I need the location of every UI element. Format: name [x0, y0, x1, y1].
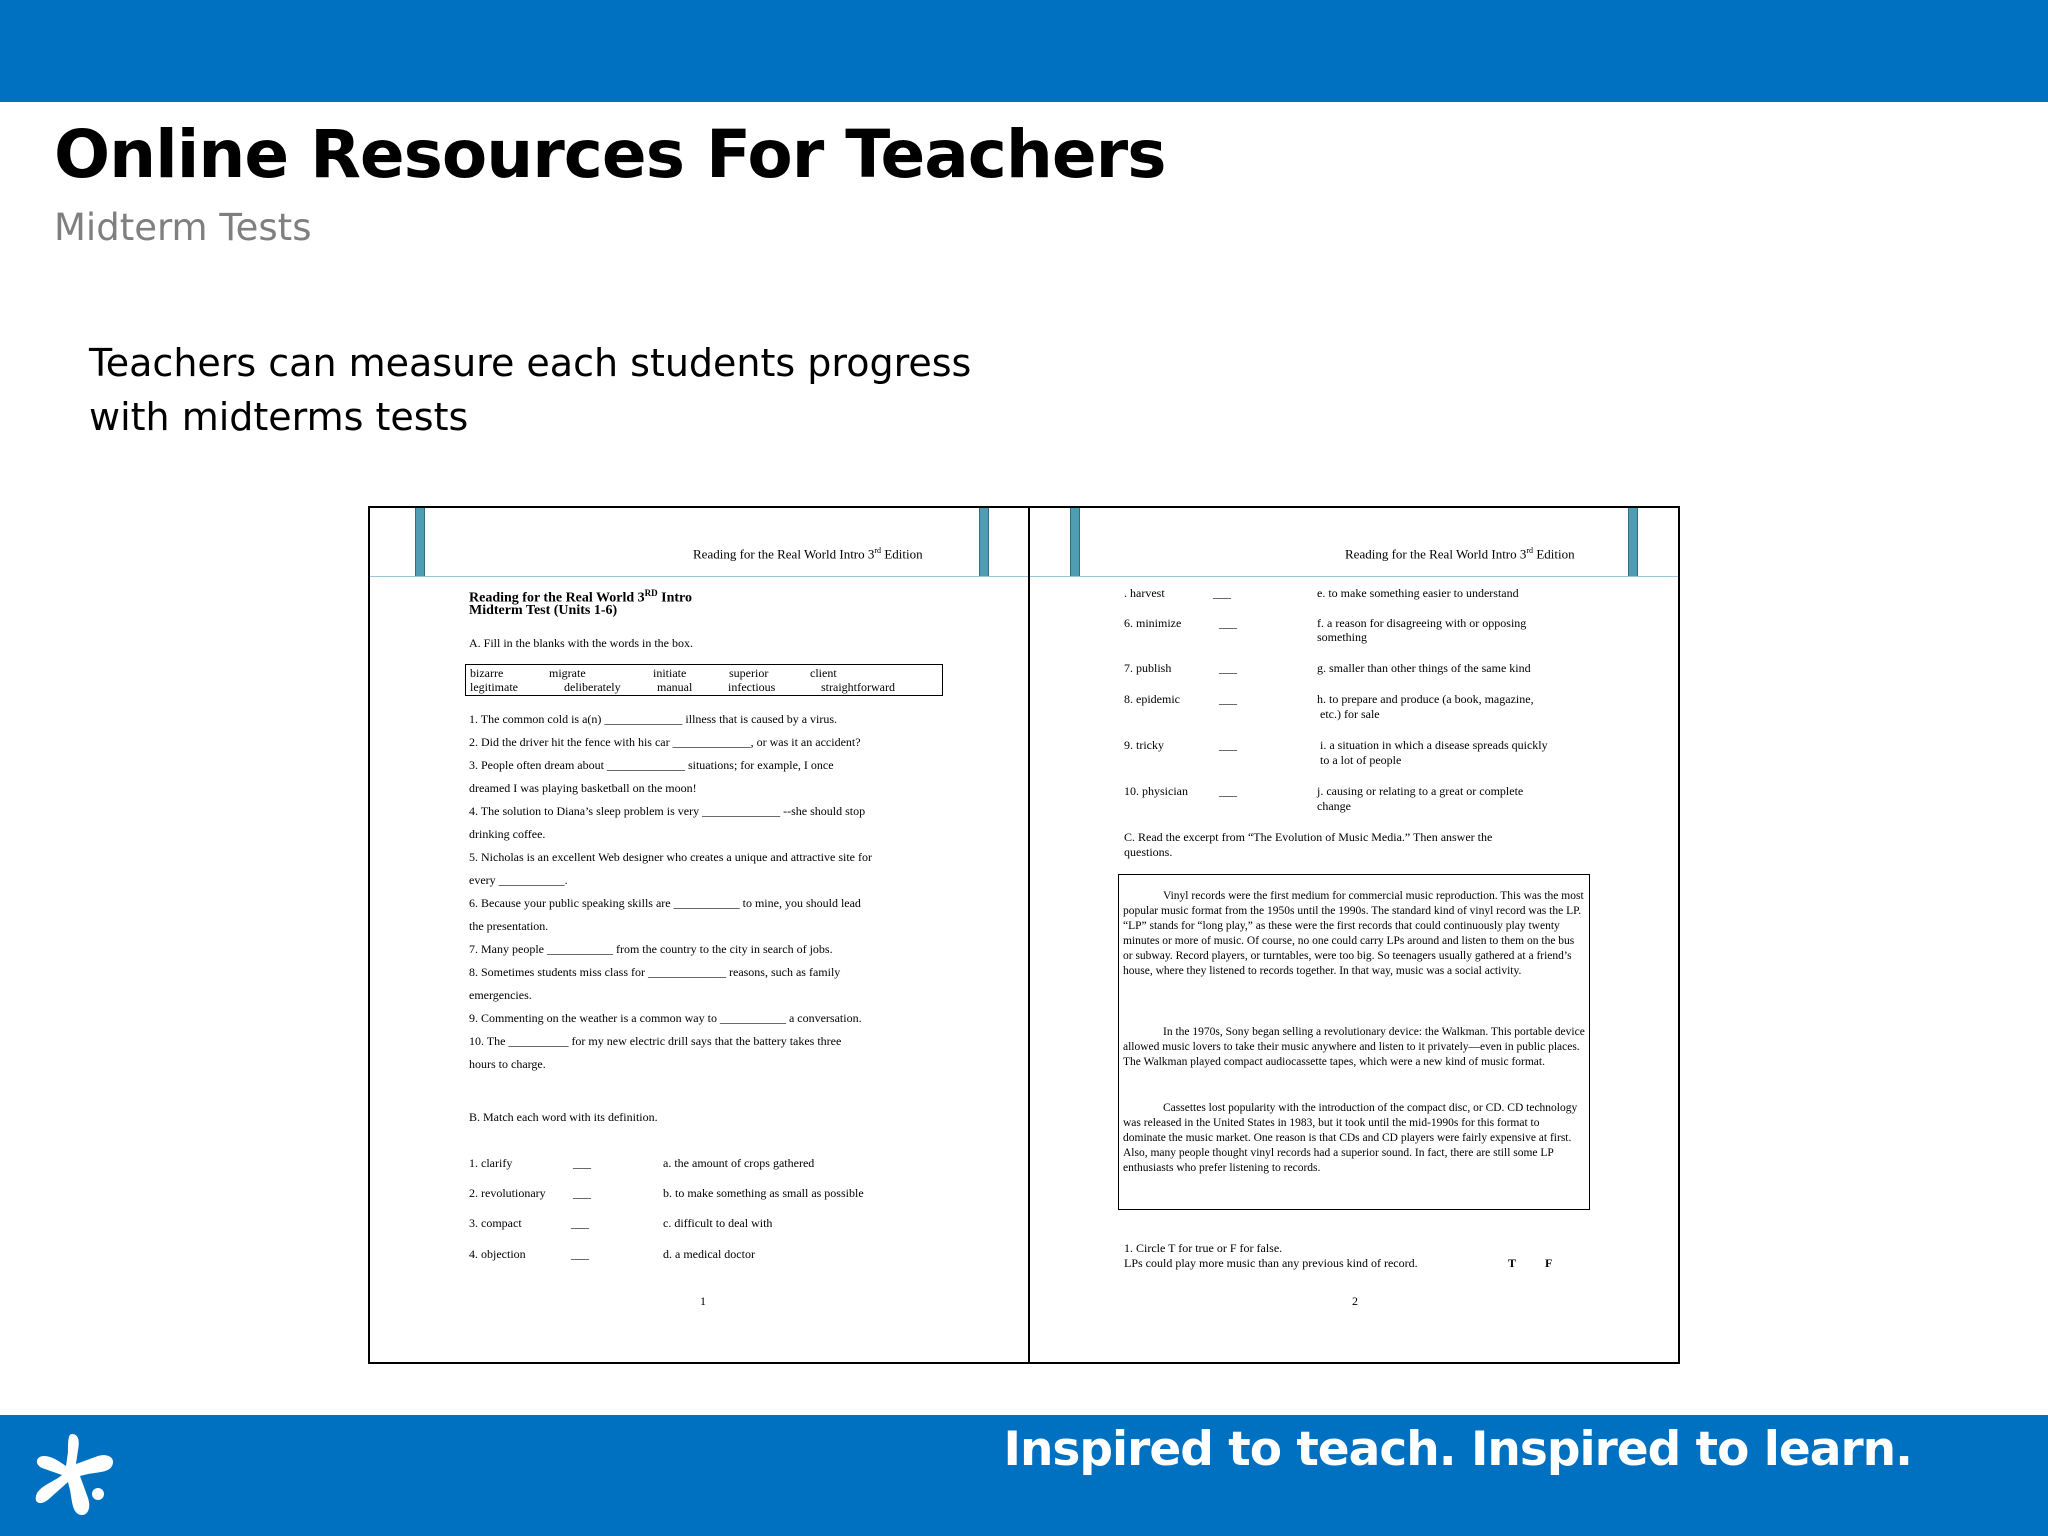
page-number: 2: [1352, 1294, 1358, 1308]
match-definition-cont: to a lot of people: [1320, 753, 1402, 767]
tagline: Inspired to teach. Inspired to learn.: [1003, 1422, 1912, 1477]
match-definition: c. difficult to deal with: [663, 1216, 773, 1230]
match-definition-cont: change: [1317, 799, 1351, 813]
excerpt-paragraph-2: In the 1970s, Sony began selling a revolutionary device: the Walkman. This portable device allowed music lovers to take their music anywhere and listen to it privately—even in public places. The Walkman played compact audiocassette tapes, which were a new kind of music format.: [1123, 1026, 1585, 1068]
match-definition: b. to make something as small as possible: [663, 1186, 864, 1200]
header-rule: [1030, 576, 1678, 577]
lead-text: [89, 336, 971, 444]
question-line: 6. Because your public speaking skills are ___________ to mine, you should lead: [469, 896, 861, 910]
question-line: 10. The __________ for my new electric drill says that the battery takes three: [469, 1034, 842, 1048]
word-manual: manual: [657, 680, 693, 694]
test-page-2: [1028, 506, 1680, 1364]
question-line: dreamed I was playing basketball on the moon!: [469, 781, 697, 795]
word-migrate: migrate: [549, 666, 586, 680]
match-word: 6. minimize: [1124, 616, 1182, 630]
match-definition: g. smaller than other things of the same kind: [1317, 661, 1531, 675]
question-line: 4. The solution to Diana’s sleep problem is very _____________ --she should stop: [469, 804, 866, 818]
question-line: every ___________.: [469, 873, 568, 887]
page-header: Reading for the Real World Intro 3rd Edition: [693, 546, 923, 562]
match-definition-cont: something: [1317, 630, 1367, 644]
match-blank: ___: [1219, 738, 1237, 752]
match-definition: a. the amount of crops gathered: [663, 1156, 815, 1170]
section-c-instructions: C. Read the excerpt from “The Evolution of Music Media.” Then answer the: [1124, 830, 1493, 844]
match-word: 4. objection: [469, 1247, 526, 1261]
true-option: T: [1508, 1256, 1517, 1270]
lead-line-1: Teachers can measure each students progress: [89, 341, 972, 385]
test-page-1: [368, 506, 1032, 1364]
question-line: hours to charge.: [469, 1057, 546, 1071]
match-blank: ___: [1219, 661, 1237, 675]
slide-subtitle: Midterm Tests: [54, 206, 312, 249]
excerpt-paragraph-3: Cassettes lost popularity with the introduction of the compact disc, or CD. CD technology was released in the United States in 1983, but it took until the mid-1990s for this format to dominate the music market. One reason is that CDs and CD players were fairly expensive at first. Also, many people thought vinyl records had a superior sound. In fact, there are still some LP enthusiasts who prefer listening to records.: [1123, 1102, 1578, 1174]
excerpt-box: [1118, 874, 1590, 1210]
match-word: 10. physician: [1124, 784, 1188, 798]
match-definition: h. to prepare and produce (a book, magazine,: [1317, 692, 1534, 706]
match-definition: d. a medical doctor: [663, 1247, 755, 1261]
match-blank: ___: [573, 1186, 591, 1200]
page-tab-left: [415, 508, 425, 576]
match-blank: ___: [573, 1156, 591, 1170]
match-blank: ___: [1219, 616, 1237, 630]
match-word: 7. publish: [1124, 661, 1172, 675]
match-definition-cont: etc.) for sale: [1320, 707, 1380, 721]
match-blank: ___: [571, 1216, 589, 1230]
false-option: F: [1545, 1256, 1553, 1270]
top-blue-band: [0, 0, 2048, 102]
match-word: 2. revolutionary: [469, 1186, 546, 1200]
question-line: 3. People often dream about _____________ situations; for example, I once: [469, 758, 834, 772]
match-definition: i. a situation in which a disease spreads quickly: [1320, 738, 1548, 752]
lead-line-2: with midterms tests: [89, 395, 469, 439]
match-word: 9. tricky: [1124, 738, 1164, 752]
match-word: 8. epidemic: [1124, 692, 1180, 706]
header-rule: [370, 576, 1030, 577]
match-definition: f. a reason for disagreeing with or opposing: [1317, 616, 1527, 630]
word-box: [465, 664, 943, 696]
excerpt-paragraph-1: Vinyl records were the first medium for commercial music reproduction. This was the most popular music format from the 1950s until the 1990s. The standard kind of vinyl record was the LP. “LP” stands for “long play,” as these were the first records that could continuously play twenty minutes or more of music. Of course, no one could carry LPs around and listen to them on the bus or subway. Record players, or turntables, were too big. So teenagers usually gathered at a friend’s house, where they listened to records together. In that way, music was a social activity.: [1123, 890, 1584, 977]
question-line: 1. The common cold is a(n) _____________ illness that is caused by a virus.: [469, 712, 838, 726]
question-line: the presentation.: [469, 919, 549, 933]
question-1-instructions: 1. Circle T for true or F for false.: [1124, 1241, 1283, 1255]
word-infectious: infectious: [728, 680, 776, 694]
page-tab-left: [1070, 508, 1080, 576]
question-line: 9. Commenting on the weather is a common way to ___________ a conversation.: [469, 1011, 862, 1025]
question-line: 8. Sometimes students miss class for _____________ reasons, such as family: [469, 965, 841, 979]
word-straightforward: straightforward: [821, 680, 895, 694]
word-bizarre: bizarre: [470, 666, 504, 680]
match-definition: e. to make something easier to understand: [1317, 586, 1519, 600]
test-heading-line-1: Reading for the Real World 3RD Intro: [469, 588, 693, 606]
slide-title: Online Resources For Teachers: [54, 116, 1166, 193]
match-blank: ___: [1219, 692, 1237, 706]
match-blank: ___: [1219, 784, 1237, 798]
section-b-instructions: B. Match each word with its definition.: [469, 1110, 658, 1124]
page-header: Reading for the Real World Intro 3rd Edition: [1345, 546, 1575, 562]
question-line: 5. Nicholas is an excellent Web designer who creates a unique and attractive site for: [469, 850, 872, 864]
match-blank: ___: [1213, 586, 1231, 600]
word-client: client: [810, 666, 837, 680]
brand-logo-icon: [28, 1428, 124, 1524]
word-superior: superior: [729, 666, 769, 680]
match-blank: ___: [571, 1247, 589, 1261]
section-c-instructions-cont: questions.: [1124, 845, 1173, 859]
question-line: 2. Did the driver hit the fence with his car _____________, or was it an accident?: [469, 735, 861, 749]
page-tab-right: [1628, 508, 1638, 576]
question-line: drinking coffee.: [469, 827, 546, 841]
question-line: emergencies.: [469, 988, 532, 1002]
match-word: . harvest: [1124, 586, 1165, 600]
test-heading-line-2: Midterm Test (Units 1-6): [469, 603, 618, 618]
question-line: 7. Many people ___________ from the country to the city in search of jobs.: [469, 942, 833, 956]
word-deliberately: deliberately: [564, 680, 621, 694]
match-word: 1. clarify: [469, 1156, 513, 1170]
page-tab-right: [979, 508, 989, 576]
word-initiate: initiate: [653, 666, 687, 680]
section-a-instructions: A. Fill in the blanks with the words in the box.: [469, 636, 693, 650]
match-word: 3. compact: [469, 1216, 522, 1230]
word-legitimate: legitimate: [470, 680, 518, 694]
question-1-statement: LPs could play more music than any previous kind of record.: [1124, 1256, 1418, 1270]
match-definition: j. causing or relating to a great or complete: [1317, 784, 1524, 798]
page-number: 1: [700, 1294, 706, 1308]
